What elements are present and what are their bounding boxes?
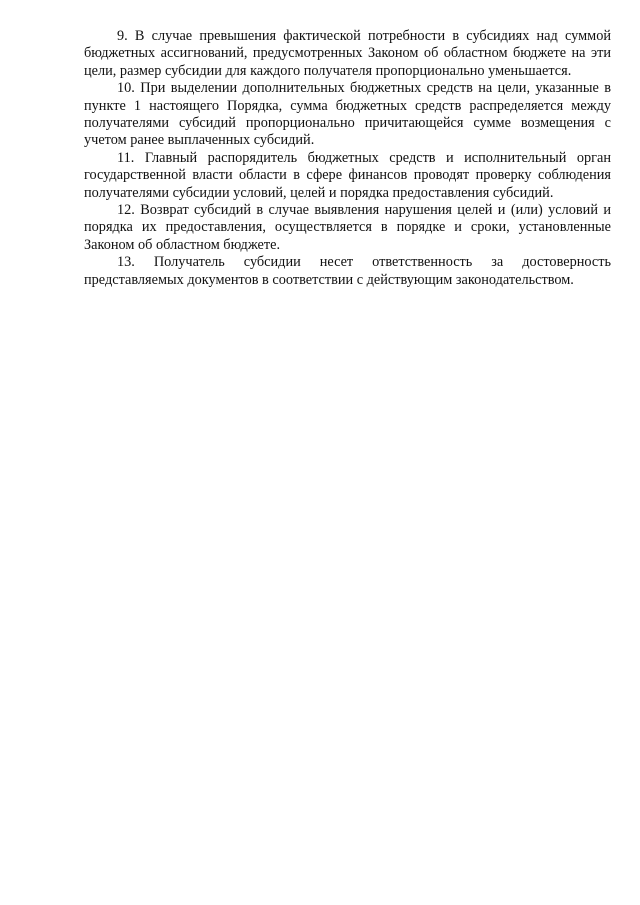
paragraph-13: 13. Получатель субсидии несет ответственность за достоверность представляемых документов в соответствии с действующим законодательством. bbox=[84, 254, 611, 288]
paragraph-9: 9. В случае превышения фактической потребности в субсидиях над суммой бюджетных ассигнований, предусмотренных Законом об областном бюджете на эти цели, размер субсидии для каждого получателя пропорционально уменьшается. bbox=[84, 28, 611, 79]
paragraph-12: 12. Возврат субсидий в случае выявления нарушения целей и (или) условий и порядка их предоставления, осуществляется в порядке и сроки, установленные Законом об областном бюджете. bbox=[84, 202, 611, 253]
paragraph-10: 10. При выделении дополнительных бюджетных средств на цели, указанные в пункте 1 настоящего Порядка, сумма бюджетных средств распределяется между получателями субсидий пропорционально причитающейся сумме возмещения с учетом ранее выплаченных субсидий. bbox=[84, 80, 611, 149]
paragraph-11: 11. Главный распорядитель бюджетных средств и исполнительный орган государственной власти области в сфере финансов проводят проверку соблюдения получателями субсидии условий, целей и порядка предоставления субсидий. bbox=[84, 149, 611, 201]
document-page bbox=[84, 28, 611, 289]
